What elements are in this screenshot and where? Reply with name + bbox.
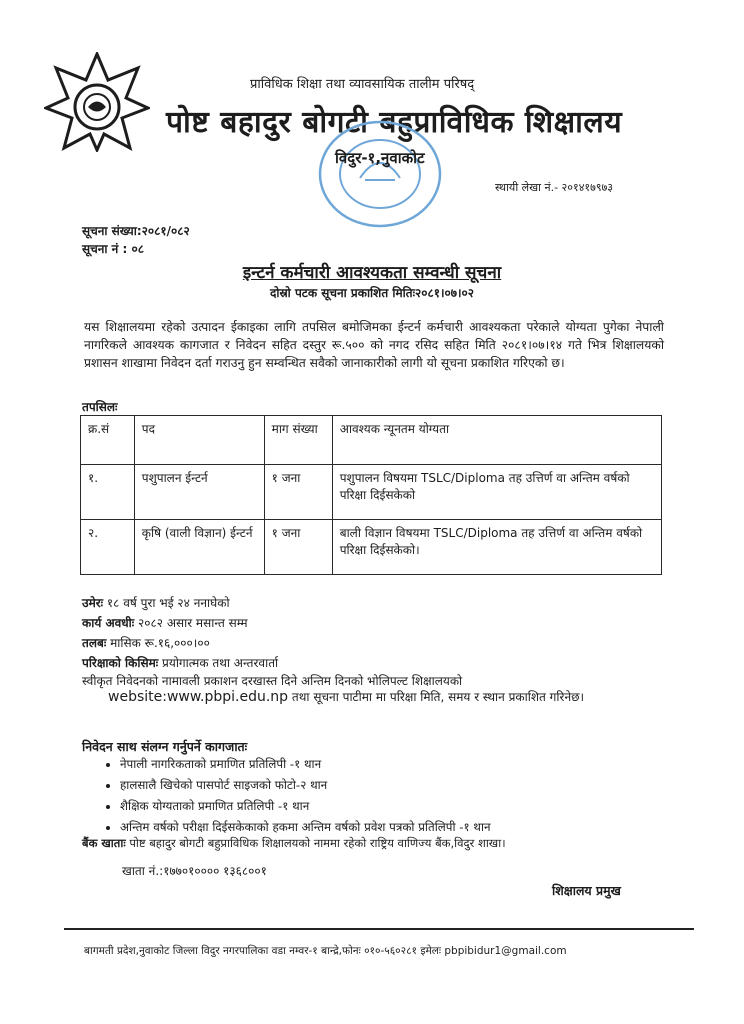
cell-count: १ जना (264, 520, 332, 575)
list-item: • शैक्षिक योग्यताको प्रमाणित प्रतिलिपी -१ थान (120, 796, 491, 817)
cell-post: पशुपालन ईन्टर्न (134, 465, 264, 520)
exam-value: प्रयोगात्मक तथा अन्तरवार्ता (162, 656, 279, 670)
salary-line (82, 634, 210, 651)
documents-list (102, 754, 491, 838)
age-line (82, 594, 230, 611)
header-count: माग संख्या (264, 416, 332, 465)
notice-heading: इन्टर्न कर्मचारी आवश्यकता सम्वन्धी सूचना (242, 263, 502, 283)
age-label: उमेरः (82, 596, 104, 610)
cell-qualification: पशुपालन विषयमा TSLC/Diploma तह उत्तिर्ण वा अन्तिम वर्षको परिक्षा दिईसकेको (332, 465, 661, 520)
age-value: १८ वर्ष पुरा भई २४ ननाघेको (106, 596, 230, 610)
approved-line: स्वीकृत निवेदनको नामावली प्रकाशन दरखास्त दिने अन्तिम दिनको भोलिपल्ट शिक्षालयको (82, 674, 463, 688)
exam-line (82, 654, 278, 671)
footer-divider (64, 928, 694, 930)
cell-count: १ जना (264, 465, 332, 520)
college-name: पोष्ट बहादुर बोगटी बहुप्राविधिक शिक्षालय (166, 105, 623, 140)
table-header-row (81, 416, 662, 465)
council-name: प्राविधिक शिक्षा तथा व्यावसायिक तालीम परिषद् (250, 77, 475, 92)
bank-line (82, 836, 506, 851)
table-row (81, 465, 662, 520)
notice-number: सूचना संख्या:२०८१/०८२ (82, 224, 190, 238)
website-line (108, 688, 584, 705)
cell-post: कृषि (वाली विज्ञान) ईन्टर्न (134, 520, 264, 575)
term-value: २०८२ असार मसान्त सम्म (138, 616, 248, 630)
footer-contact: बागमती प्रदेश,नुवाकोट जिल्ला विदुर नगरपालिका वडा नम्वर-१ बान्द्रे,फोनः ०१०-५६०२८१ इमेलः pbpibidur1@gmail.com (84, 945, 567, 957)
term-label: कार्य अवधीः (82, 616, 135, 630)
requirements-table (80, 415, 662, 575)
notice-body: यस शिक्षालयमा रहेको उत्पादन ईकाइका लागि तपसिल बमोजिमका ईन्टर्न कर्मचारी आवश्यकता परेकाले योग्यता पुगेका नेपाली नागरिकले आवश्यक कागजात र निवेदन सहित दस्तुर रू.५०० को नगद रसिद सहित मिति २०८१।०७।१४ गते भित्र शिक्षालयको प्रशासन शाखामा निवेदन दर्ता गराउनु हुन सम्वन्धित सवैको जानाकारीको लागी यो सूचना प्रकाशित गरिएको छ। (84, 320, 664, 370)
list-item: • नेपाली नागरिकताको प्रमाणित प्रतिलिपी -१ थान (120, 754, 491, 775)
website-label: website: (108, 689, 167, 705)
account-number: खाता नं.:१७७०१०००० १३६८००१ (122, 864, 267, 878)
table-caption: तपसिलः (82, 400, 118, 414)
header-qualification: आवश्यक न्यूनतम योग्यता (332, 416, 661, 465)
cell-qualification: बाली विज्ञान विषयमा TSLC/Diploma तह उत्तिर्ण वा अन्तिम वर्षको परिक्षा दिईसकेको। (332, 520, 661, 575)
notice-subheading: दोस्रो पटक सूचना प्रकाशित मितिः२०८१।०७।०२ (269, 286, 475, 300)
list-item: • अन्तिम वर्षको परीक्षा दिईसकेकाको हकमा अन्तिम वर्षको प्रवेश पत्रको प्रतिलिपी -१ थान (120, 817, 491, 838)
college-seal-icon (315, 118, 445, 230)
list-item: • हालसालै खिचेको पासपोर्ट साइजको फोटो-२ थान (120, 775, 491, 796)
pan-number: स्थायी लेखा नं.- २०१४१७९७३ (495, 181, 614, 194)
cell-serial: १. (81, 465, 135, 520)
table-row (81, 520, 662, 575)
term-line (82, 614, 248, 631)
signature-title: शिक्षालय प्रमुख (552, 883, 621, 898)
documents-heading: निवेदन साथ संलग्न गर्नुपर्ने कागजातः (82, 739, 248, 754)
cell-serial: २. (81, 520, 135, 575)
exam-label: परिक्षाको किसिमः (82, 656, 159, 670)
notice-serial: सूचना नं : ०८ (82, 242, 144, 256)
salary-label: तलबः (82, 636, 107, 650)
header-serial: क्र.सं (81, 416, 135, 465)
ctevt-star-logo-icon (44, 52, 150, 152)
website-rest: तथा सूचना पाटीमा मा परिक्षा मिति, समय र स्थान प्रकाशित गरिनेछ। (291, 690, 585, 704)
college-address: विदुर-१,नुवाकोट (335, 149, 425, 167)
bank-label: बैंक खाताः (82, 836, 126, 850)
header-post: पद (134, 416, 264, 465)
salary-value: मासिक रू.१६,०००।०० (110, 636, 210, 650)
website-link[interactable]: www.pbpi.edu.np (166, 689, 289, 705)
bank-text: पोष्ट बहादुर बोगटी बहुप्राविधिक शिक्षालयको नाममा रहेको राष्ट्रिय वाणिज्य बैंक,विदुर शाखा। (129, 836, 506, 850)
